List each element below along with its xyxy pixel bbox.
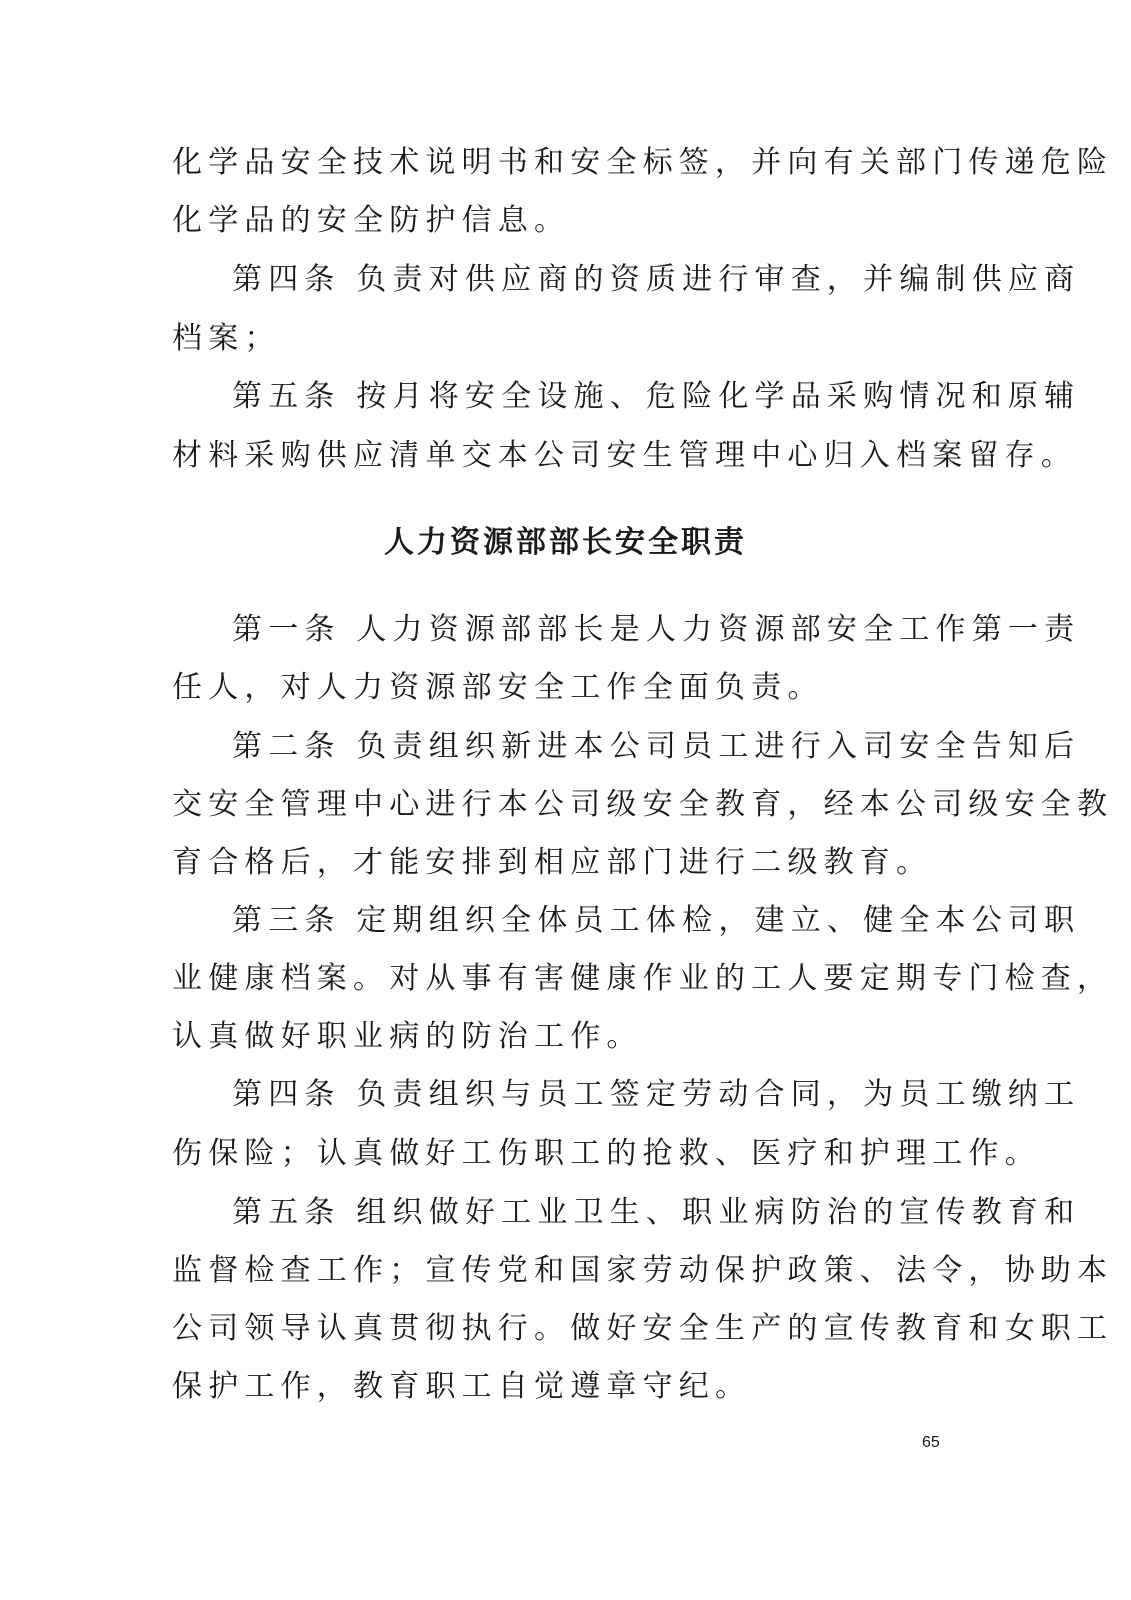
text-line: 化学品的安全防护信息。	[172, 203, 571, 238]
text-line: 材料采购供应清单交本公司安生管理中心归入档案留存。	[172, 438, 1077, 473]
text-line: 化学品安全技术说明书和安全标签，并向有关部门传递危险	[172, 145, 1114, 180]
text-line: 伤保险；认真做好工伤职工的抢救、医疗和护理工作。	[172, 1136, 1041, 1171]
text-line: 业健康档案。对从事有害健康作业的工人要定期专门检查，	[172, 961, 1114, 996]
text-line: 保护工作，教育职工自觉遵章守纪。	[172, 1369, 752, 1404]
text-line: 公司领导认真贯彻执行。做好安全生产的宣传教育和女职工	[172, 1311, 1114, 1346]
article-2: 第二条 负责组织新进本公司员工进行入司安全告知后	[232, 729, 1081, 764]
article-5-prev: 第五条 按月将安全设施、危险化学品采购情况和原辅	[232, 379, 1081, 414]
text-line: 交安全管理中心进行本公司级安全教育，经本公司级安全教	[172, 787, 1114, 822]
section-heading: 人力资源部部长安全职责	[384, 525, 747, 560]
text-line: 档案；	[172, 321, 281, 356]
text-line: 育合格后，才能安排到相应部门进行二级教育。	[172, 845, 933, 880]
article-3: 第三条 定期组织全体员工体检，建立、健全本公司职	[232, 903, 1081, 938]
text-line: 认真做好职业病的防治工作。	[172, 1019, 643, 1054]
article-4-prev: 第四条 负责对供应商的资质进行审查，并编制供应商	[232, 262, 1081, 297]
article-5: 第五条 组织做好工业卫生、职业病防治的宣传教育和	[232, 1195, 1081, 1230]
text-line: 监督检查工作；宣传党和国家劳动保护政策、法令，协助本	[172, 1253, 1114, 1288]
article-4: 第四条 负责组织与员工签定劳动合同，为员工缴纳工	[232, 1077, 1081, 1112]
page-number: 65	[922, 1434, 940, 1451]
text-line: 任人，对人力资源部安全工作全面负责。	[172, 670, 824, 705]
article-1: 第一条 人力资源部部长是人力资源部安全工作第一责	[232, 612, 1081, 647]
